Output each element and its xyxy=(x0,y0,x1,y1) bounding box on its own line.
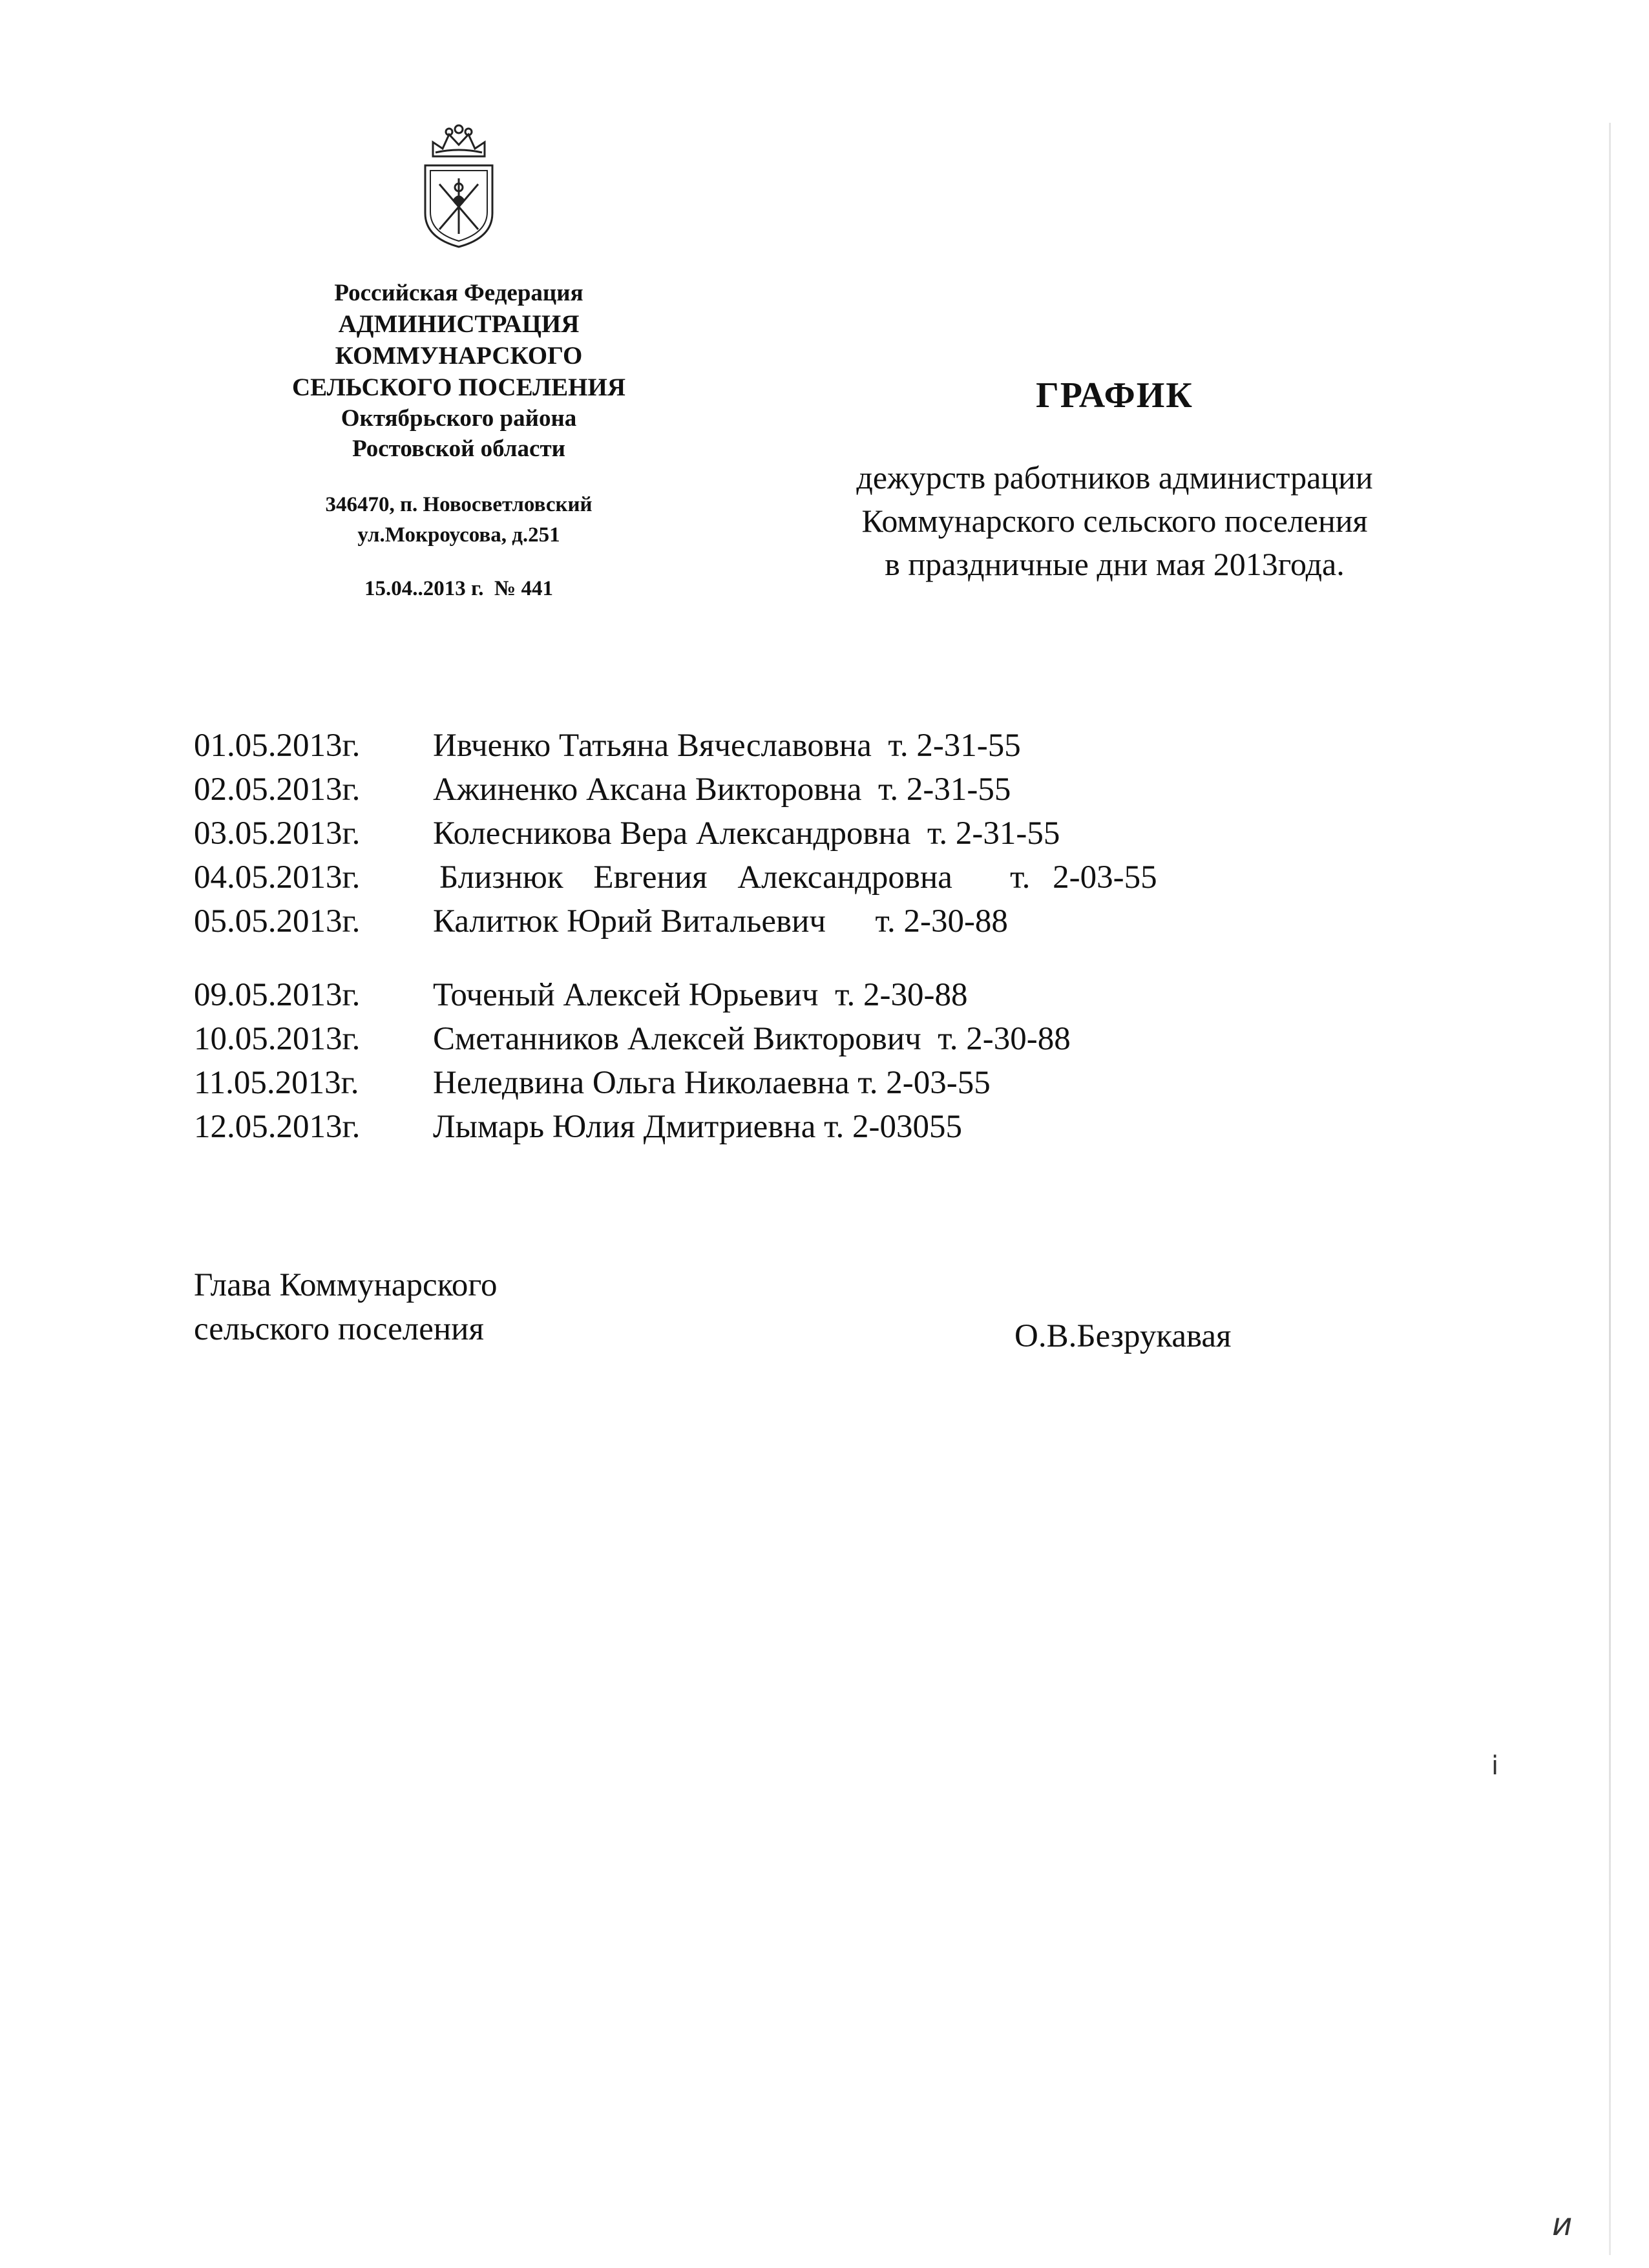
duty-date: 09.05.2013г. xyxy=(194,977,361,1013)
duty-phone: т. 2-31-55 xyxy=(927,815,1060,852)
duty-person: Колесникова Вера Александровна xyxy=(433,815,911,852)
duty-date: 03.05.2013г. xyxy=(194,815,361,852)
letterhead-date-number: 15.04..2013 г. № 441 xyxy=(364,577,553,600)
letterhead-address-line-2: ул.Мокроусова, д.251 xyxy=(357,523,560,547)
duty-date: 01.05.2013г. xyxy=(194,728,361,764)
signatory-role-line-2: сельского поселения xyxy=(194,1311,484,1347)
letterhead-district: Октябрьского района xyxy=(341,405,577,432)
signature-block xyxy=(194,1263,1357,1354)
duty-phone: т. 2-30-88 xyxy=(875,903,1008,940)
duty-person: Сметанников Алексей Викторович xyxy=(433,1021,921,1057)
duty-date: 12.05.2013г. xyxy=(194,1109,361,1145)
letterhead-org-line-2: КОММУНАРСКОГО xyxy=(335,342,583,370)
duty-date: 11.05.2013г. xyxy=(194,1065,359,1101)
schedule-row xyxy=(194,1020,1357,1064)
duty-phone: т. 2-31-55 xyxy=(888,728,1021,764)
letterhead xyxy=(233,123,685,604)
subtitle-line-1: дежурств работников администрации xyxy=(856,459,1373,496)
duty-person: Ажиненко Аксана Викторовна xyxy=(433,772,862,808)
schedule-row xyxy=(194,859,1357,903)
scan-edge-shadow xyxy=(1609,123,1611,2255)
duty-phone: т. 2-30-88 xyxy=(938,1021,1071,1057)
letterhead-org-line-3: СЕЛЬСКОГО ПОСЕЛЕНИЯ xyxy=(292,373,625,401)
schedule-row xyxy=(194,903,1357,947)
margin-mark: i xyxy=(1491,1751,1499,1781)
subtitle-line-2: Коммунарского сельского поселения xyxy=(861,503,1368,539)
duty-person: Ивченко Татьяна Вячеславовна xyxy=(433,728,872,764)
duty-date: 02.05.2013г. xyxy=(194,772,361,808)
duty-phone: т. 2-03055 xyxy=(824,1109,963,1145)
signatory-role-line-1: Глава Коммунарского xyxy=(194,1267,498,1303)
duty-date: 05.05.2013г. xyxy=(194,903,361,940)
signatory-name: О.В.Безрукавая xyxy=(1014,1318,1232,1354)
duty-person: Калитюк Юрий Витальевич xyxy=(433,903,826,940)
duty-phone: т. 2-31-55 xyxy=(877,772,1011,808)
duty-schedule xyxy=(194,727,1357,1152)
coat-of-arms-emblem xyxy=(414,123,504,252)
duty-person: Неледвина Ольга Николаевна xyxy=(433,1065,850,1101)
letterhead-address-line-1: 346470, п. Новосветловский xyxy=(325,493,593,516)
title-block xyxy=(775,375,1454,586)
corner-mark: и xyxy=(1552,2207,1573,2243)
schedule-row xyxy=(194,771,1357,815)
schedule-row xyxy=(194,976,1357,1020)
subtitle-line-3: в праздничные дни мая 2013года. xyxy=(885,546,1345,582)
duty-person: Точеный Алексей Юрьевич xyxy=(433,977,819,1013)
duty-person: Близнюк Евгения Александровна xyxy=(439,859,952,896)
schedule-row xyxy=(194,815,1357,859)
duty-date: 10.05.2013г. xyxy=(194,1021,361,1057)
duty-phone: т. 2-30-88 xyxy=(835,977,968,1013)
letterhead-region: Ростовской области xyxy=(352,436,565,462)
duty-phone: т. 2-03-55 xyxy=(1010,859,1157,896)
letterhead-org-line-1: АДМИНИСТРАЦИЯ xyxy=(338,310,580,338)
schedule-row xyxy=(194,727,1357,771)
letterhead-country: Российская Федерация xyxy=(334,280,583,306)
duty-phone: т. 2-03-55 xyxy=(857,1065,991,1101)
document-title: ГРАФИК xyxy=(1036,375,1193,415)
duty-date: 04.05.2013г. xyxy=(194,859,361,896)
duty-person: Лымарь Юлия Дмитриевна xyxy=(433,1109,816,1145)
schedule-row xyxy=(194,1108,1357,1152)
schedule-row xyxy=(194,1064,1357,1108)
